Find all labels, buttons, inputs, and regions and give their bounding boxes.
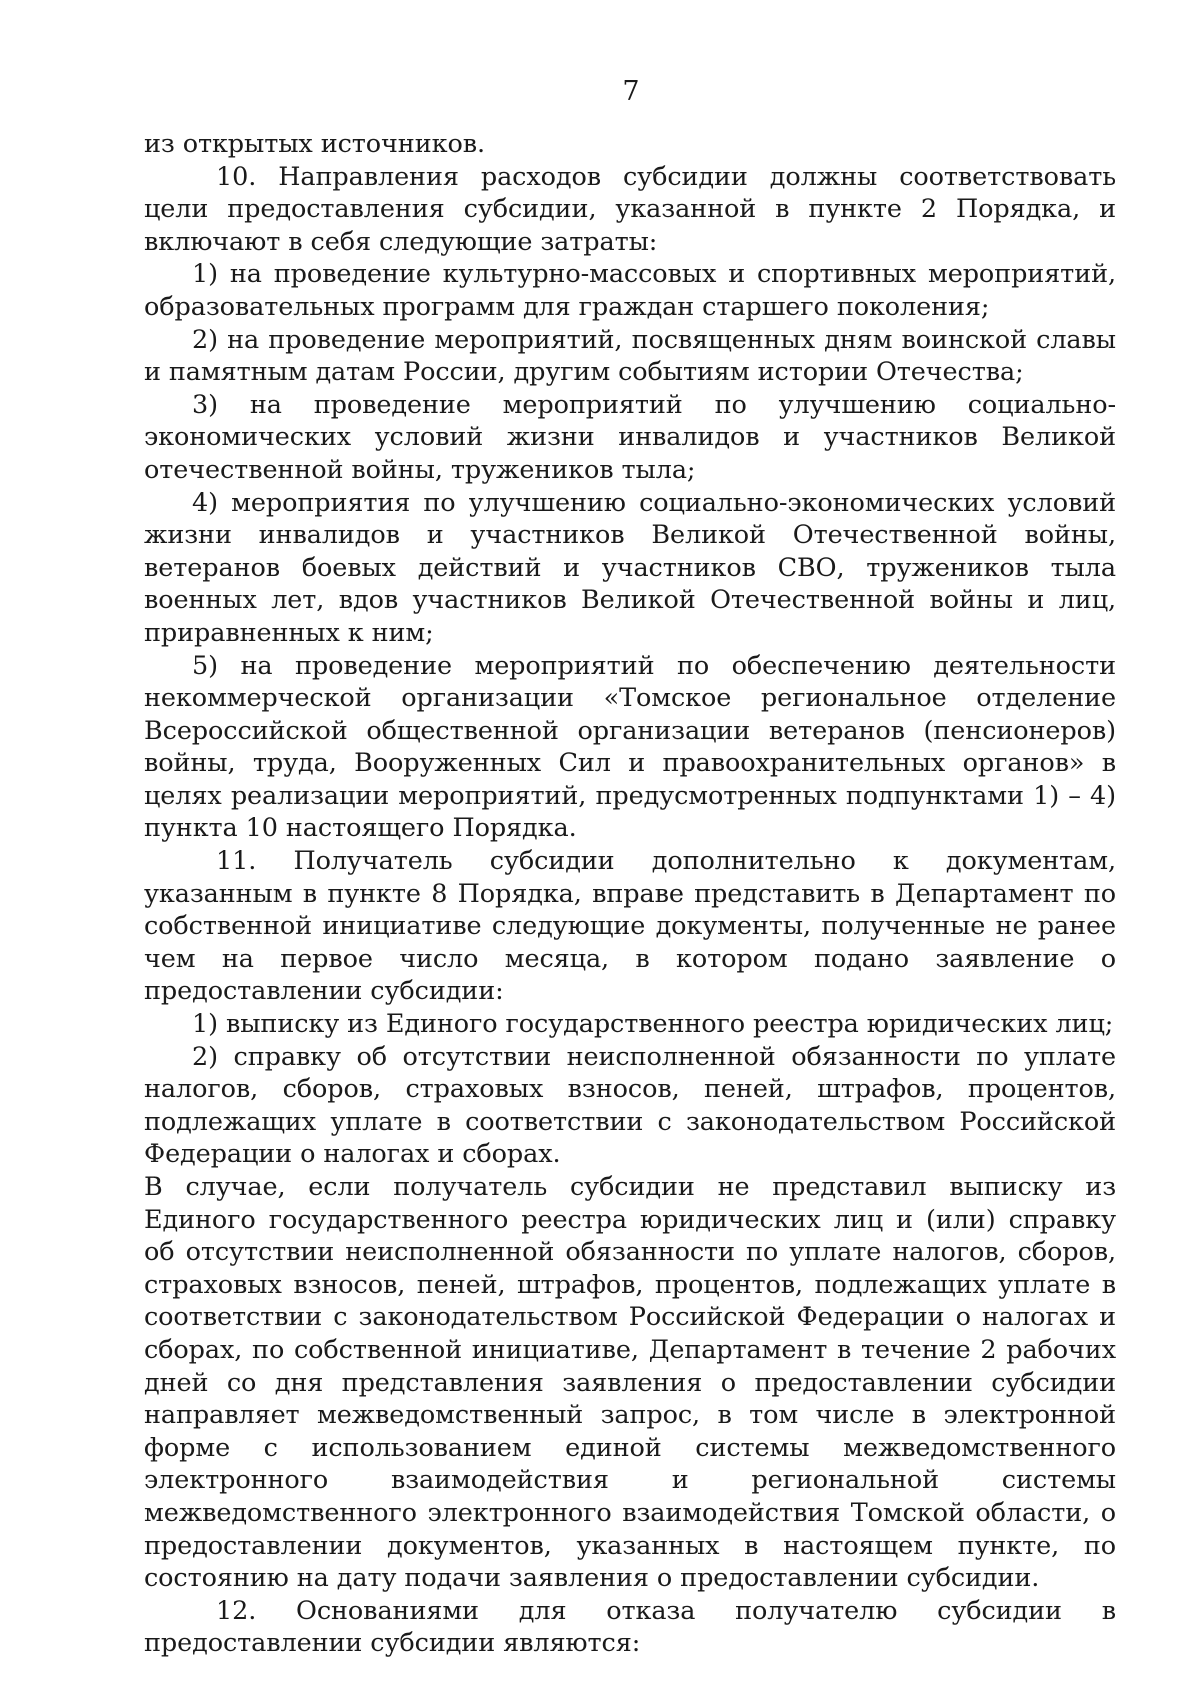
paragraph-item-11: 11. Получатель субсидии дополнительно к документам, указанным в пункте 8 Порядка, вправе представить в Департамент по собственной инициативе следующие документы, полученные не ранее чем на первое число месяца, в котором подано заявление о предоставлении субсидии:	[144, 846, 1116, 1007]
paragraph-subitem-10-3: 3) на проведение мероприятий по улучшению социально-экономических условий жизни инвалидов и участников Великой отечественной войны, тружеников тыла;	[144, 389, 1116, 485]
document-body	[144, 128, 1116, 1660]
page-number: 7	[622, 76, 640, 107]
paragraph-subitem-10-1: 1) на проведение культурно-массовых и спортивных мероприятий, образовательных программ для граждан старшего поколения;	[144, 259, 1116, 322]
paragraph-item-12: 12. Основаниями для отказа получателю субсидии в предоставлении субсидии являются:	[144, 1595, 1116, 1659]
paragraph-item-11-note: В случае, если получатель субсидии не представил выписку из Единого государственного реестра юридических лиц и (или) справку об отсутствии неисполненной обязанности по уплате налогов, сборов, страховых взносов, пеней, штрафов, процентов, подлежащих уплате в соответствии с законодательством Российской Федерации о налогах и сборах, по собственной инициативе, Департамент в течение 2 рабочих дней со дня представления заявления о предоставлении субсидии направляет межведомственный запрос, в том числе в электронной форме с использованием единой системы межведомственного электронного взаимодействия и региональной системы межведомственного электронного взаимодействия Томской области, о предоставлении документов, указанных в настоящем пункте, по состоянию на дату подачи заявления о предоставлении субсидии.	[144, 1172, 1116, 1594]
paragraph-subitem-10-4: 4) мероприятия по улучшению социально-экономических условий жизни инвалидов и участников Великой Отечественной войны, ветеранов боевых действий и участников СВО, тружеников тыла военных лет, вдов участников Великой Отечественной войны и лиц, приравненных к ним;	[144, 487, 1116, 648]
paragraph-subitem-10-2: 2) на проведение мероприятий, посвященных дням воинской славы и памятным датам России, другим событиям истории Отечества;	[144, 324, 1116, 388]
paragraph-continuation: из открытых источников.	[144, 129, 485, 159]
paragraph-subitem-11-1: 1) выписку из Единого государственного реестра юридических лиц;	[192, 1009, 1114, 1040]
paragraph-item-10: 10. Направления расходов субсидии должны соответствовать цели предоставления субсидии, указанной в пункте 2 Порядка, и включают в себя следующие затраты:	[144, 161, 1116, 257]
paragraph-subitem-11-2: 2) справку об отсутствии неисполненной обязанности по уплате налогов, сборов, страховых взносов, пеней, штрафов, процентов, подлежащих уплате в соответствии с законодательством Российской Федерации о налогах и сборах.	[144, 1041, 1116, 1170]
paragraph-subitem-10-5: 5) на проведение мероприятий по обеспечению деятельности некоммерческой организации «Томское региональное отделение Всероссийской общественной организации ветеранов (пенсионеров) войны, труда, Вооруженных Сил и правоохранительных органов» в целях реализации мероприятий, предусмотренных подпунктами 1) – 4) пункта 10 настоящего Порядка.	[144, 650, 1116, 844]
